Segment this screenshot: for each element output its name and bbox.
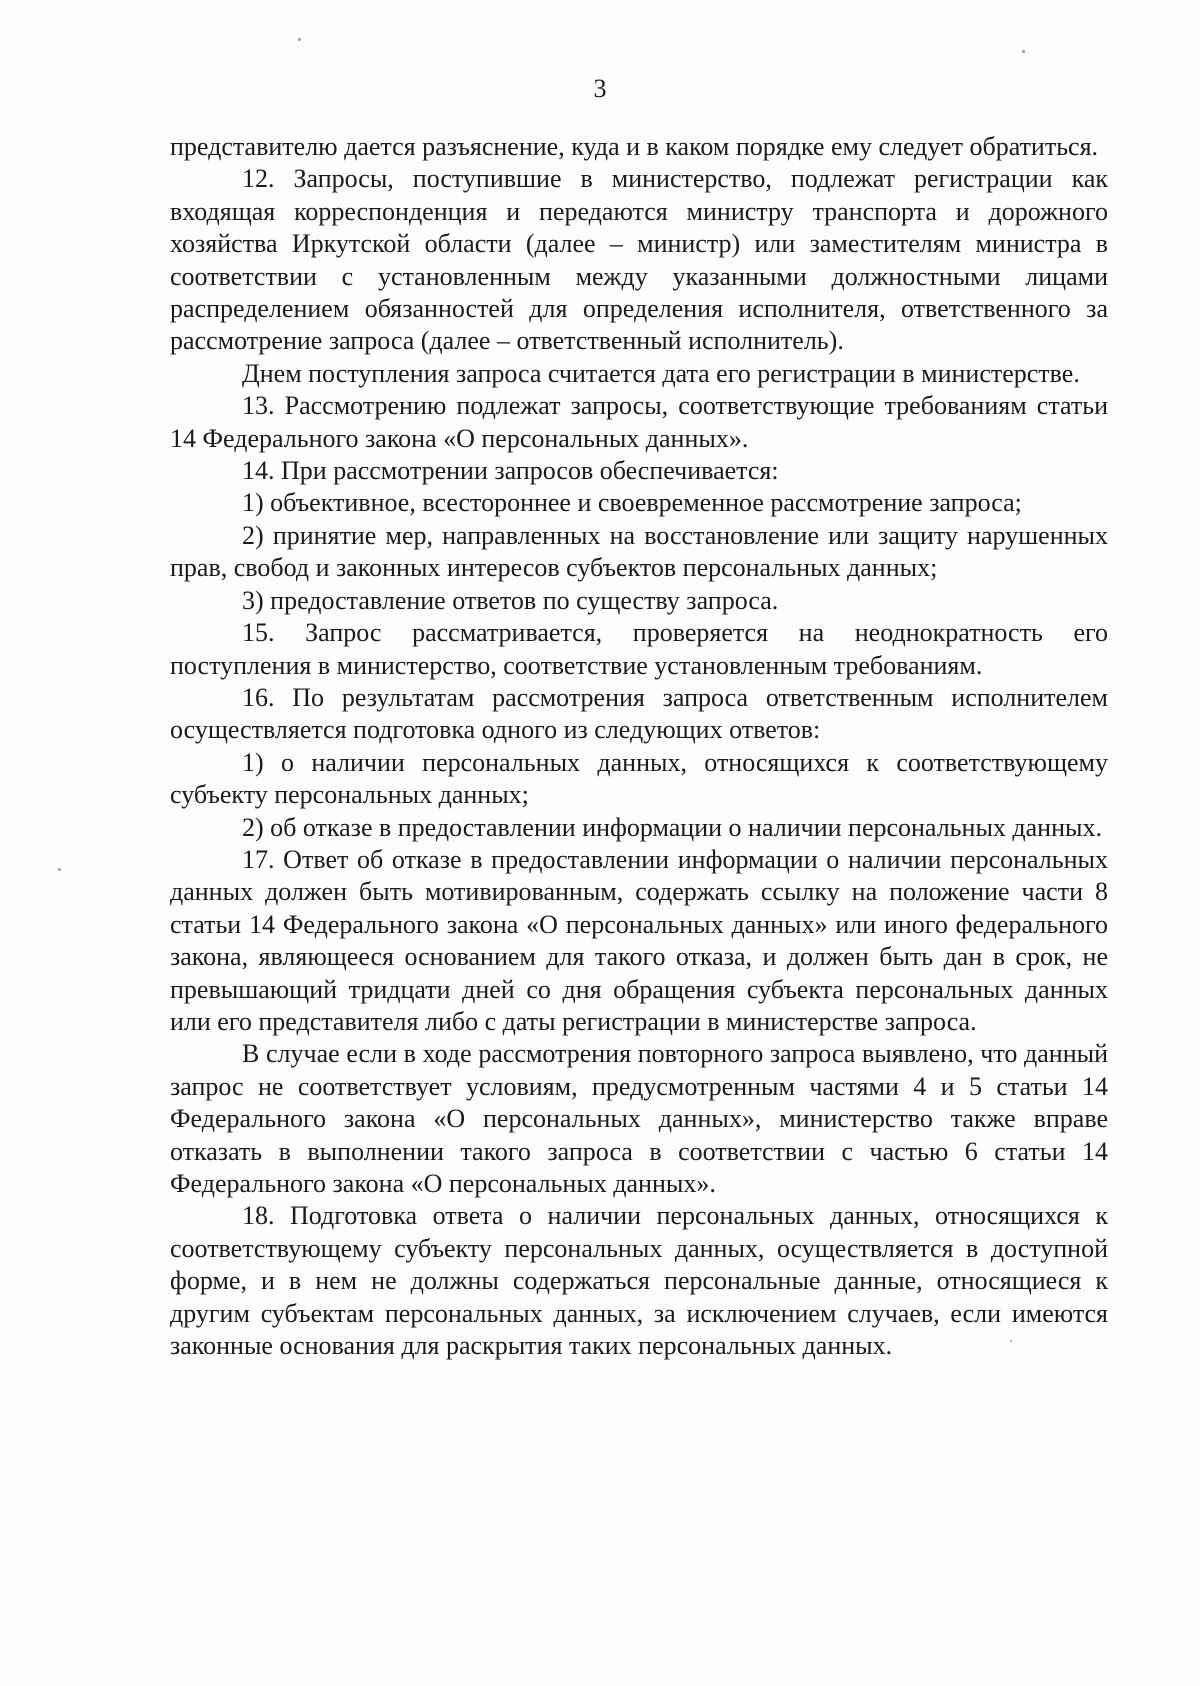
paragraph-item-14: 14. При рассмотрении запросов обеспечивается:	[242, 456, 779, 486]
paragraph-item-18: 18. Подготовка ответа о наличии персональных данных, относящихся к соответствующему субъекту персональных данных, осуществляется в доступной форме, и в нем не должны содержаться персональные данные, относящиеся к другим субъектам персональных данных, за исключением случаев, если имеются законные основания для раскрытия таких персональных данных.	[170, 1201, 1108, 1361]
paragraph-item-16-sub-2: 2) об отказе в предоставлении информации о наличии персональных данных.	[242, 812, 1102, 842]
paragraph-item-15: 15. Запрос рассматривается, проверяется на неоднократность его поступления в министерство, соответствие установленным требованиям.	[170, 618, 1108, 680]
paragraph-item-14-sub-2: 2) принятие мер, направленных на восстановление или защиту нарушенных прав, свобод и законных интересов субъектов персональных данных;	[170, 520, 1108, 583]
scan-speck	[1022, 50, 1025, 53]
paragraph-item-16: 16. По результатам рассмотрения запроса ответственным исполнителем осуществляется подготовка одного из следующих ответов:	[170, 682, 1108, 745]
paragraph-item-14-sub-3: 3) предоставление ответов по существу запроса.	[242, 585, 779, 615]
paragraph-item-13: 13. Рассмотрению подлежат запросы, соответствующие требованиям статьи 14 Федерального закона «О персональных данных».	[170, 391, 1108, 453]
scan-speck	[298, 38, 301, 41]
paragraph-item-16-sub-1: 1) о наличии персональных данных, относящихся к соответствующему субъекту персональных данных;	[170, 747, 1108, 810]
paragraph-continuation: представителю дается разъяснение, куда и в каком порядке ему следует обратиться.	[170, 132, 1099, 161]
page-number: 3	[593, 74, 607, 103]
paragraph-item-17: 17. Ответ об отказе в предоставлении информации о наличии персональных данных должен быть мотивированным, содержать ссылку на положение части 8 статьи 14 Федерального закона «О персональных данных» или иного федерального закона, являющееся основанием для такого отказа, и должен быть дан в срок, не превышающий тридцати дней со дня обращения субъекта персональных данных или его представителя либо с даты регистрации в министерстве запроса.	[170, 844, 1108, 1036]
scan-speck	[58, 868, 61, 871]
document-body	[170, 131, 1108, 1362]
paragraph-item-14-sub-1: 1) объективное, всестороннее и своевременное рассмотрение запроса;	[242, 488, 1022, 518]
paragraph-registration-date: Днем поступления запроса считается дата его регистрации в министерстве.	[242, 358, 1080, 388]
paragraph-item-12: 12. Запросы, поступившие в министерство, подлежат регистрации как входящая корреспонденция и передаются министру транспорта и дорожного хозяйства Иркутской области (далее – министр) или заместителям министра в соответствии с установленным между указанными должностными лицами распределением обязанностей для определения исполнителя, ответственного за рассмотрение запроса (далее – ответственный исполнитель).	[170, 164, 1108, 356]
paragraph-repeated-request: В случае если в ходе рассмотрения повторного запроса выявлено, что данный запрос не соответствует условиям, предусмотренным частями 4 и 5 статьи 14 Федерального закона «О персональных данных», министерство также вправе отказать в выполнении такого запроса в соответствии с частью 6 статьи 14 Федерального закона «О персональных данных».	[170, 1039, 1108, 1198]
